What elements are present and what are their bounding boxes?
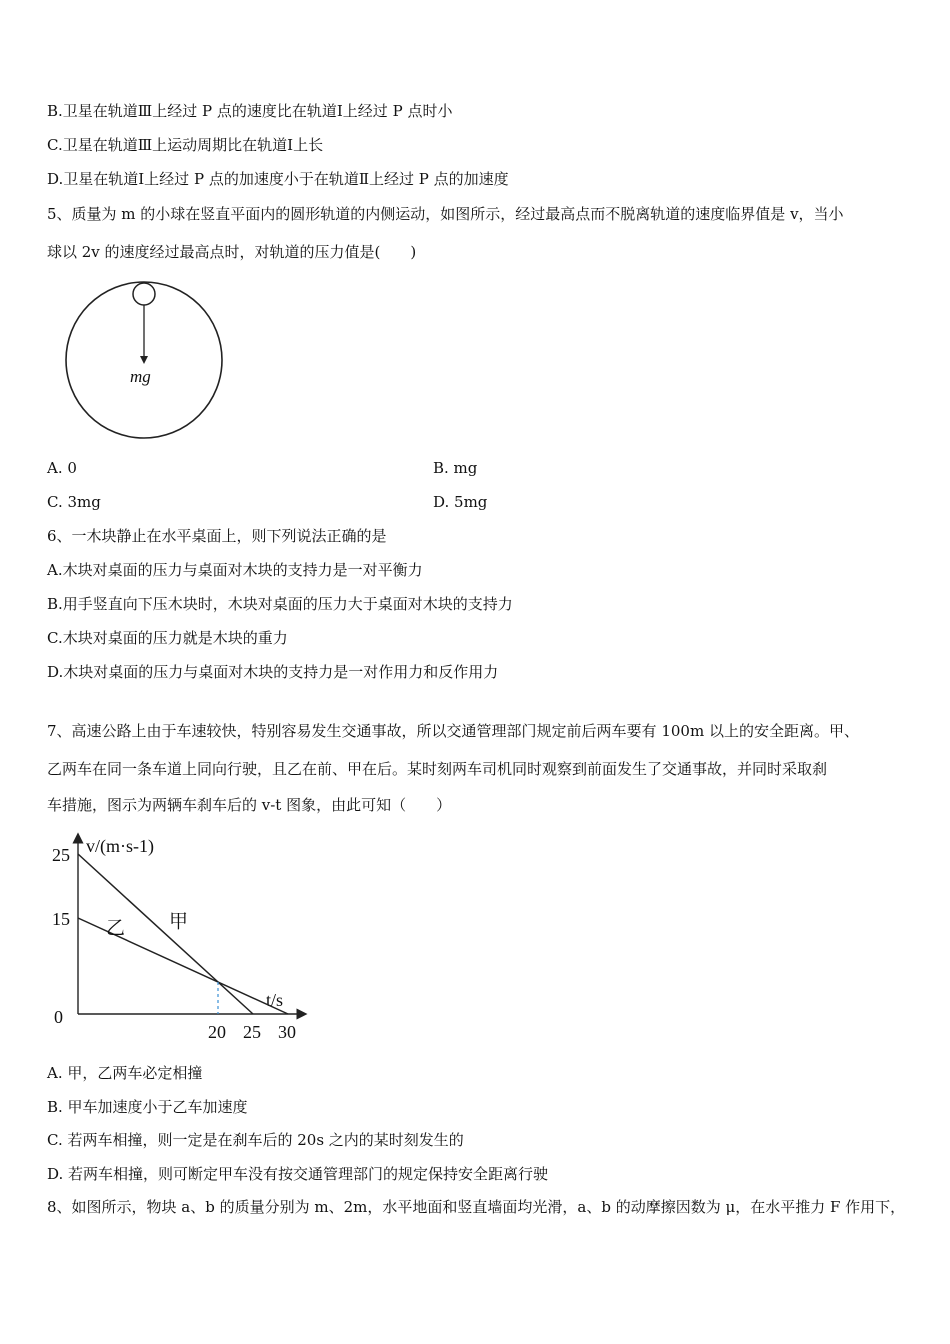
series-label-1: 乙 — [106, 918, 126, 939]
q5-stem-line1: 5、质量为 m 的小球在竖直平面内的圆形轨道的内侧运动，如图所示，经过最高点而不脱离轨道的速度临界值是 v，当小 — [47, 205, 844, 223]
y-axis-label: v/(m·s-1) — [86, 836, 154, 856]
series-label-0: 甲 — [169, 911, 189, 933]
q4-option-c: C.卫星在轨道Ⅲ上运动周期比在轨道Ⅰ上长 — [47, 136, 324, 154]
q7-stem-line2: 乙两车在同一条车道上同向行驶，且乙在前、甲在后。某时刻两车司机同时观察到前面发生了交通事故，并同时采取刹 — [47, 760, 828, 778]
q8-stem-line1: 8、如图所示，物块 a、b 的质量分别为 m、2m，水平地面和竖直墙面均光滑，a、b 的动摩擦因数为 μ，在水平推力 F 作用下， — [47, 1198, 906, 1216]
q7-option-c: C. 若两车相撞，则一定是在刹车后的 20s 之内的某时刻发生的 — [47, 1131, 464, 1149]
q5-stem-line2: 球以 2v 的速度经过最高点时，对轨道的压力值是( ) — [47, 243, 417, 261]
x-axis-label: t/s — [266, 990, 284, 1010]
q6-stem: 6、一木块静止在水平桌面上，则下列说法正确的是 — [47, 527, 387, 545]
x-tick-label: 20 — [208, 1022, 226, 1042]
circle-track-figure — [60, 278, 230, 448]
q7-option-d: D. 若两车相撞，则可断定甲车没有按交通管理部门的规定保持安全距离行驶 — [47, 1165, 549, 1183]
gravity-arrow-head — [140, 356, 148, 364]
q5-option-c: C. 3mg — [47, 493, 101, 511]
q6-option-c: C.木块对桌面的压力就是木块的重力 — [47, 629, 288, 647]
q7-stem-line1: 7、高速公路上由于车速较快，特别容易发生交通事故，所以交通管理部门规定前后两车要有 100m 以上的安全距离。甲、 — [47, 722, 859, 740]
q5-option-a: A. 0 — [47, 459, 77, 477]
y-tick-label: 15 — [52, 909, 70, 929]
series-line-0 — [78, 854, 253, 1014]
q4-option-d: D.卫星在轨道Ⅰ上经过 P 点的加速度小于在轨道Ⅱ上经过 P 点的加速度 — [47, 170, 509, 188]
q6-option-a: A.木块对桌面的压力与桌面对木块的支持力是一对平衡力 — [47, 561, 423, 579]
x-tick-label: 30 — [278, 1022, 296, 1042]
q5-option-d: D. 5mg — [433, 493, 488, 511]
origin-label: 0 — [54, 1007, 63, 1027]
x-tick-label: 25 — [243, 1022, 261, 1042]
ball — [133, 283, 155, 305]
q4-option-b: B.卫星在轨道Ⅲ上经过 P 点的速度比在轨道Ⅰ上经过 P 点时小 — [47, 102, 453, 120]
q7-option-b: B. 甲车加速度小于乙车加速度 — [47, 1098, 248, 1116]
q6-option-d: D.木块对桌面的压力与桌面对木块的支持力是一对作用力和反作用力 — [47, 663, 499, 681]
gravity-label: mg — [130, 367, 151, 386]
q6-option-b: B.用手竖直向下压木块时，木块对桌面的压力大于桌面对木块的支持力 — [47, 595, 513, 613]
y-tick-label: 25 — [52, 845, 70, 865]
q7-stem-line3: 车措施，图示为两辆车刹车后的 v-t 图象，由此可知（ ） — [47, 796, 452, 814]
vt-chart — [40, 828, 310, 1050]
q7-option-a: A. 甲，乙两车必定相撞 — [47, 1064, 203, 1082]
q5-option-b: B. mg — [433, 459, 478, 477]
